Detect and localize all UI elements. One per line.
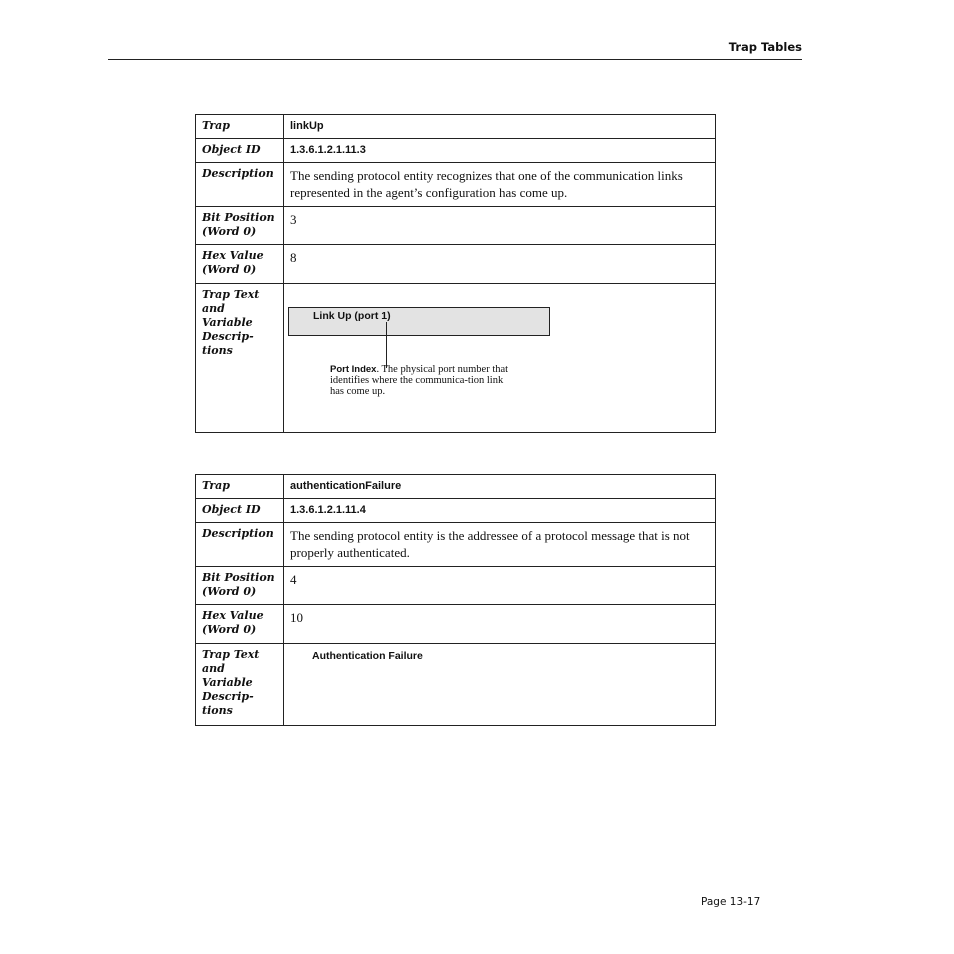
table-row — [196, 605, 716, 644]
table-row — [196, 245, 716, 284]
trap-table-linkup — [195, 114, 716, 433]
row-label-object-id: Object ID — [196, 499, 284, 523]
object-id-value: 1.3.6.1.2.1.11.3 — [284, 139, 716, 163]
hex-value: 10 — [284, 605, 716, 644]
row-label-bit-position: Bit Position (Word 0) — [196, 567, 284, 605]
table-row — [196, 115, 716, 139]
row-label-description: Description — [196, 523, 284, 567]
running-header: Trap Tables — [728, 40, 802, 54]
trap-text-cell — [284, 644, 716, 726]
trap-text-box — [288, 307, 550, 336]
trap-text: Link Up (port 1) — [313, 310, 391, 322]
row-label-trap-text: Trap Text and Variable Descrip-tions — [196, 644, 284, 726]
table-row — [196, 567, 716, 605]
object-id-value: 1.3.6.1.2.1.11.4 — [284, 499, 716, 523]
description-value: The sending protocol entity is the addressee of a protocol message that is not properly authenticated. — [284, 523, 716, 567]
table-row — [196, 284, 716, 433]
variable-annotation — [330, 364, 510, 397]
description-value: The sending protocol entity recognizes that one of the communication links represented in the agent’s configuration has come up. — [284, 163, 716, 207]
row-label-hex-value: Hex Value (Word 0) — [196, 245, 284, 284]
trap-text-cell — [284, 284, 716, 433]
header-rule — [108, 59, 802, 60]
table-row — [196, 207, 716, 245]
bit-position-value: 4 — [284, 567, 716, 605]
row-label-trap: Trap — [196, 475, 284, 499]
callout-line — [386, 322, 387, 368]
trap-table-authentication-failure — [195, 474, 716, 726]
table-row — [196, 644, 716, 726]
row-label-object-id: Object ID — [196, 139, 284, 163]
row-label-hex-value: Hex Value (Word 0) — [196, 605, 284, 644]
table-row — [196, 499, 716, 523]
table-row — [196, 475, 716, 499]
variable-description: . The physical port number that identifies where the communica-tion link has come up. — [330, 364, 509, 397]
row-label-description: Description — [196, 163, 284, 207]
trap-text: Authentication Failure — [312, 650, 423, 662]
page-number: Page 13-17 — [701, 896, 761, 908]
hex-value: 8 — [284, 245, 716, 284]
row-label-trap-text: Trap Text and Variable Descrip-tions — [196, 284, 284, 433]
table-row — [196, 163, 716, 207]
trap-name: authenticationFailure — [284, 475, 716, 499]
trap-name: linkUp — [284, 115, 716, 139]
bit-position-value: 3 — [284, 207, 716, 245]
table-row — [196, 139, 716, 163]
variable-term: Port Index — [330, 364, 377, 375]
row-label-bit-position: Bit Position (Word 0) — [196, 207, 284, 245]
table-row — [196, 523, 716, 567]
row-label-trap: Trap — [196, 115, 284, 139]
